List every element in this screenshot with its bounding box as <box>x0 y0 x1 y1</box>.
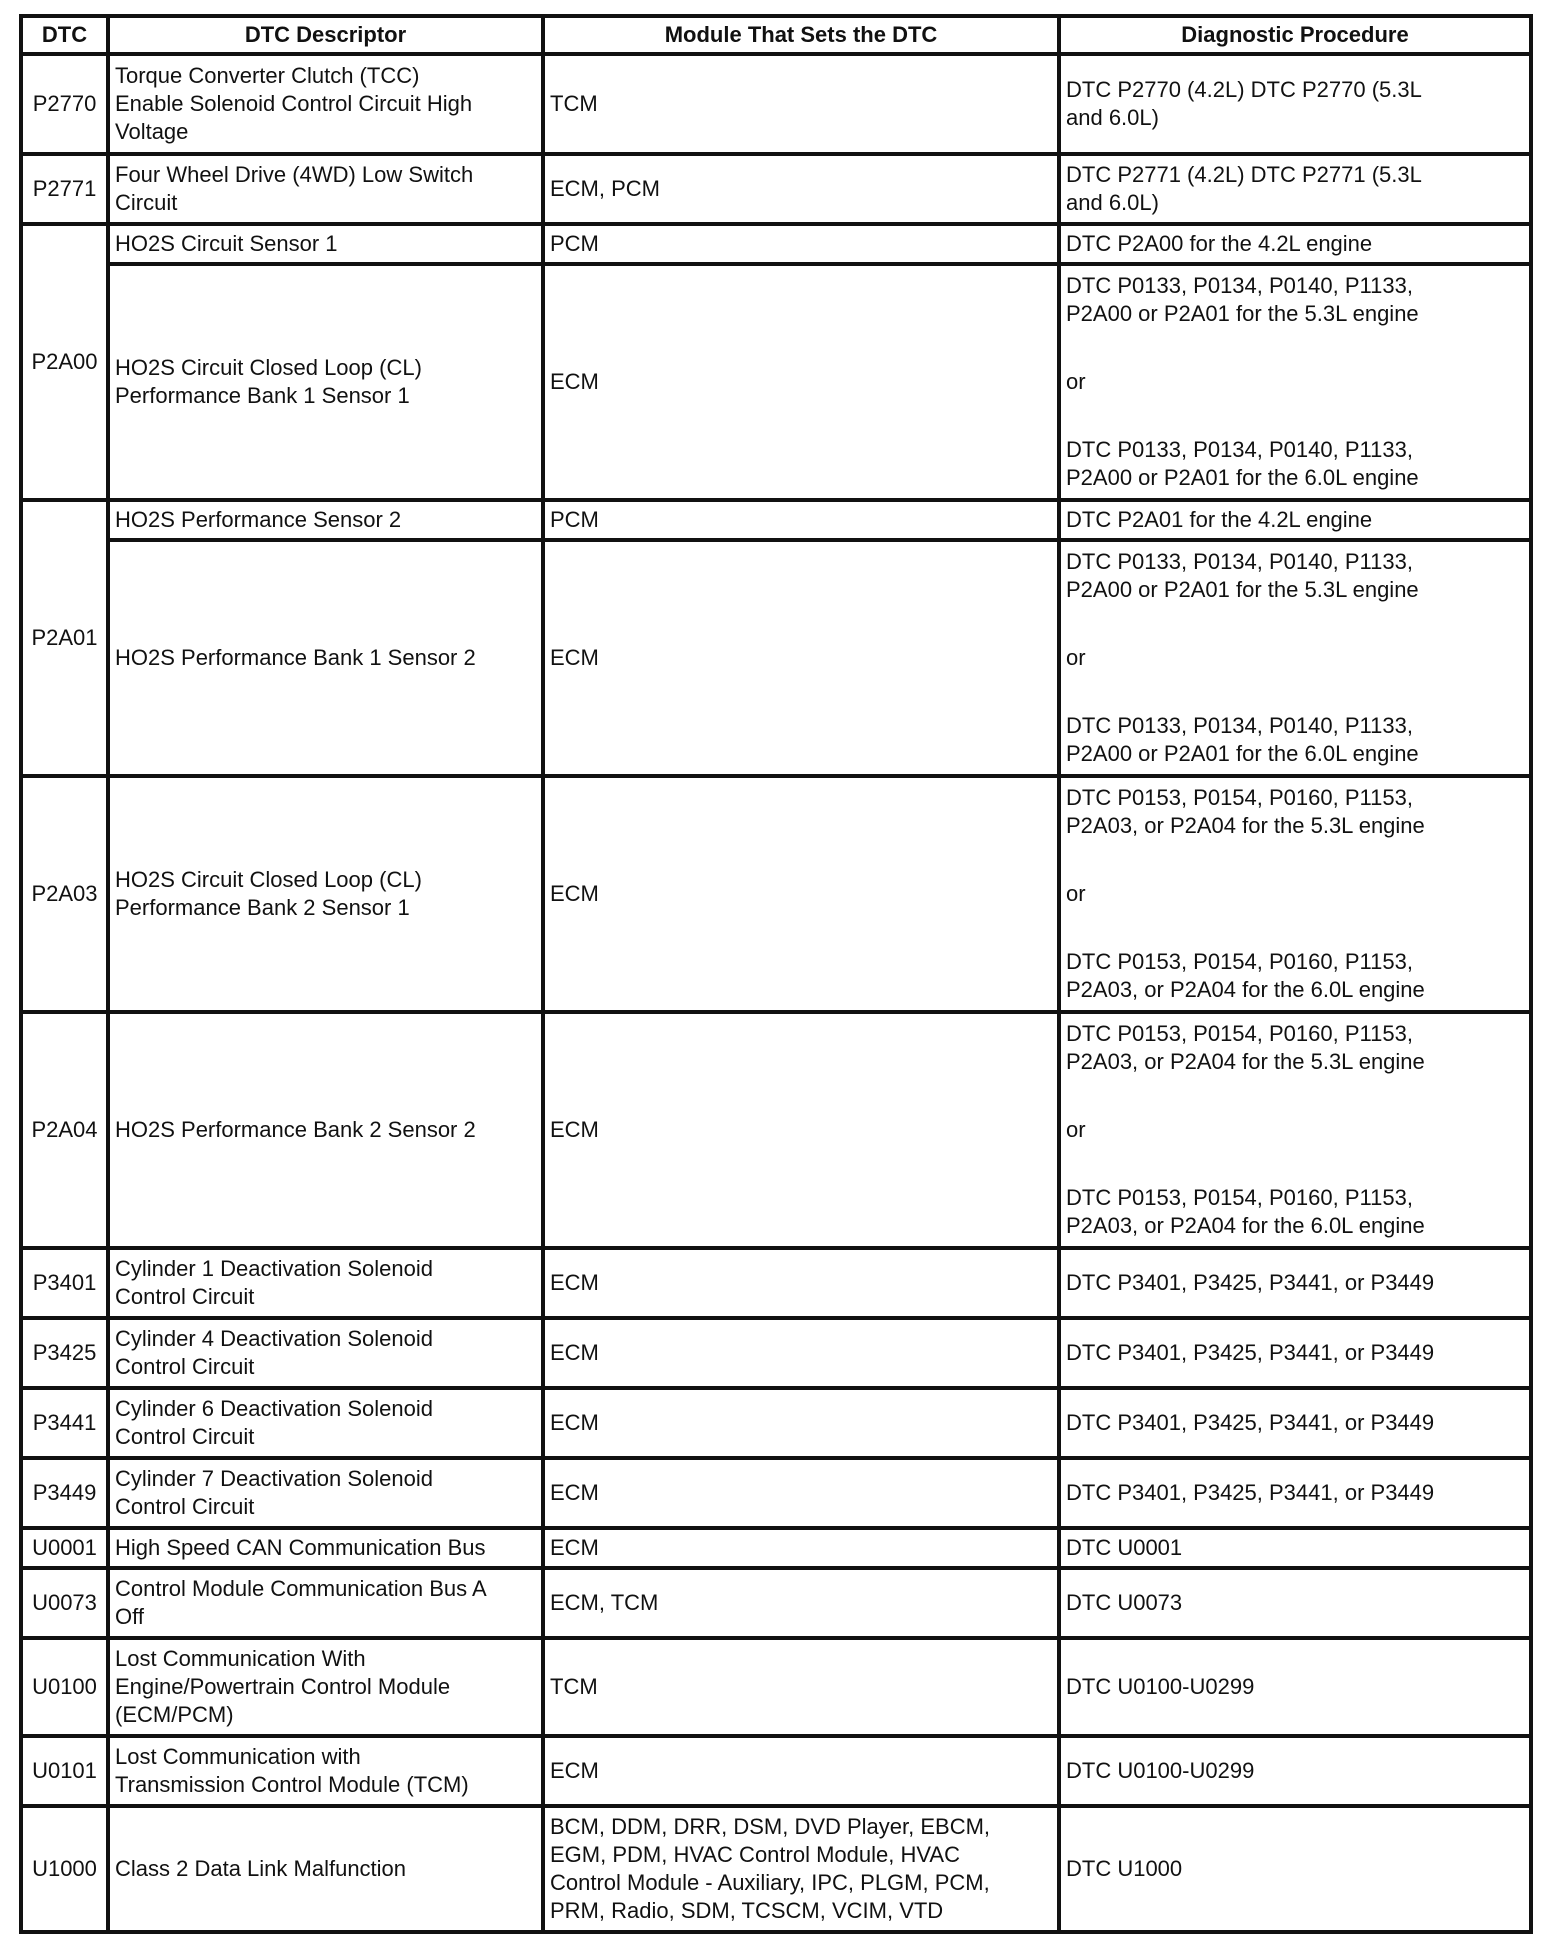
dtc-descriptor: High Speed CAN Communication Bus <box>108 1528 543 1568</box>
dtc-module: PCM <box>543 500 1059 540</box>
dtc-module: ECM <box>543 1248 1059 1318</box>
dtc-code: P2A01 <box>21 500 108 776</box>
dtc-procedure: DTC P0133, P0134, P0140, P1133, P2A00 or P2A01 for the 5.3L engine or DTC P0133, P0134, P0140, P1133, P2A00 or P2A01 for the 6.0L engine <box>1059 540 1531 776</box>
table-row <box>21 1388 1531 1458</box>
dtc-code: U0001 <box>21 1528 108 1568</box>
table-row <box>21 54 1531 154</box>
header-row <box>21 16 1531 54</box>
dtc-descriptor: HO2S Circuit Closed Loop (CL) Performance Bank 2 Sensor 1 <box>108 776 543 1012</box>
dtc-code: P2A00 <box>21 224 108 500</box>
table-row <box>21 224 1531 264</box>
table-row <box>21 500 1531 540</box>
dtc-module: BCM, DDM, DRR, DSM, DVD Player, EBCM, EGM, PDM, HVAC Control Module, HVAC Control Module - Auxiliary, IPC, PLGM, PCM, PRM, Radio, SDM, TCSCM, VCIM, VTD <box>543 1806 1059 1932</box>
dtc-module: TCM <box>543 1638 1059 1736</box>
table-row <box>21 1012 1531 1248</box>
dtc-module: ECM <box>543 1736 1059 1806</box>
table-row <box>21 1248 1531 1318</box>
table-row <box>21 1806 1531 1932</box>
dtc-descriptor: HO2S Performance Sensor 2 <box>108 500 543 540</box>
dtc-procedure: DTC P3401, P3425, P3441, or P3449 <box>1059 1248 1531 1318</box>
dtc-code: P3441 <box>21 1388 108 1458</box>
dtc-descriptor: Torque Converter Clutch (TCC) Enable Solenoid Control Circuit High Voltage <box>108 54 543 154</box>
dtc-procedure: DTC P2771 (4.2L) DTC P2771 (5.3L and 6.0L) <box>1059 154 1531 224</box>
dtc-code: U1000 <box>21 1806 108 1932</box>
table-row <box>21 1568 1531 1638</box>
dtc-module: ECM <box>543 264 1059 500</box>
dtc-code: P3401 <box>21 1248 108 1318</box>
dtc-procedure: DTC P2A00 for the 4.2L engine <box>1059 224 1531 264</box>
dtc-code: P2771 <box>21 154 108 224</box>
dtc-procedure: DTC P2A01 for the 4.2L engine <box>1059 500 1531 540</box>
dtc-code: U0100 <box>21 1638 108 1736</box>
dtc-procedure: DTC U0073 <box>1059 1568 1531 1638</box>
dtc-code: P3425 <box>21 1318 108 1388</box>
dtc-procedure: DTC P0153, P0154, P0160, P1153, P2A03, or P2A04 for the 5.3L engine or DTC P0153, P0154, P0160, P1153, P2A03, or P2A04 for the 6.0L engine <box>1059 776 1531 1012</box>
dtc-module: ECM <box>543 1458 1059 1528</box>
dtc-procedure: DTC U0100-U0299 <box>1059 1736 1531 1806</box>
dtc-module: ECM <box>543 540 1059 776</box>
dtc-descriptor: HO2S Performance Bank 2 Sensor 2 <box>108 1012 543 1248</box>
dtc-code: U0073 <box>21 1568 108 1638</box>
dtc-descriptor: Four Wheel Drive (4WD) Low Switch Circuit <box>108 154 543 224</box>
table-row <box>21 154 1531 224</box>
dtc-module: ECM <box>543 1528 1059 1568</box>
dtc-descriptor: Lost Communication with Transmission Control Module (TCM) <box>108 1736 543 1806</box>
dtc-descriptor: Control Module Communication Bus A Off <box>108 1568 543 1638</box>
dtc-procedure: DTC U1000 <box>1059 1806 1531 1932</box>
dtc-module: PCM <box>543 224 1059 264</box>
dtc-procedure: DTC U0100-U0299 <box>1059 1638 1531 1736</box>
dtc-procedure: DTC P0133, P0134, P0140, P1133, P2A00 or P2A01 for the 5.3L engine or DTC P0133, P0134, P0140, P1133, P2A00 or P2A01 for the 6.0L engine <box>1059 264 1531 500</box>
table-row <box>21 776 1531 1012</box>
col-header-module: Module That Sets the DTC <box>543 16 1059 54</box>
table-row <box>21 1318 1531 1388</box>
dtc-procedure: DTC P3401, P3425, P3441, or P3449 <box>1059 1318 1531 1388</box>
dtc-table <box>19 14 1533 1934</box>
dtc-descriptor: HO2S Circuit Sensor 1 <box>108 224 543 264</box>
dtc-descriptor: Class 2 Data Link Malfunction <box>108 1806 543 1932</box>
dtc-module: ECM, PCM <box>543 154 1059 224</box>
col-header-dtc: DTC <box>21 16 108 54</box>
dtc-descriptor: HO2S Circuit Closed Loop (CL) Performance Bank 1 Sensor 1 <box>108 264 543 500</box>
dtc-module: ECM <box>543 776 1059 1012</box>
table-row <box>21 1736 1531 1806</box>
table-row <box>21 264 1531 500</box>
dtc-descriptor: Lost Communication With Engine/Powertrain Control Module (ECM/PCM) <box>108 1638 543 1736</box>
table-row <box>21 1458 1531 1528</box>
dtc-descriptor: Cylinder 1 Deactivation Solenoid Control Circuit <box>108 1248 543 1318</box>
dtc-module: ECM <box>543 1318 1059 1388</box>
col-header-procedure: Diagnostic Procedure <box>1059 16 1531 54</box>
table-row <box>21 1638 1531 1736</box>
dtc-code: P2A04 <box>21 1012 108 1248</box>
table-row <box>21 1528 1531 1568</box>
dtc-procedure: DTC P0153, P0154, P0160, P1153, P2A03, or P2A04 for the 5.3L engine or DTC P0153, P0154, P0160, P1153, P2A03, or P2A04 for the 6.0L engine <box>1059 1012 1531 1248</box>
dtc-module: ECM <box>543 1012 1059 1248</box>
dtc-descriptor: Cylinder 4 Deactivation Solenoid Control Circuit <box>108 1318 543 1388</box>
dtc-document <box>19 14 1529 1934</box>
col-header-descriptor: DTC Descriptor <box>108 16 543 54</box>
dtc-descriptor: Cylinder 6 Deactivation Solenoid Control Circuit <box>108 1388 543 1458</box>
dtc-procedure: DTC P2770 (4.2L) DTC P2770 (5.3L and 6.0L) <box>1059 54 1531 154</box>
dtc-code: P2770 <box>21 54 108 154</box>
dtc-code: P2A03 <box>21 776 108 1012</box>
table-row <box>21 540 1531 776</box>
dtc-code: P3449 <box>21 1458 108 1528</box>
dtc-procedure: DTC P3401, P3425, P3441, or P3449 <box>1059 1458 1531 1528</box>
dtc-module: ECM, TCM <box>543 1568 1059 1638</box>
dtc-procedure: DTC U0001 <box>1059 1528 1531 1568</box>
dtc-descriptor: Cylinder 7 Deactivation Solenoid Control Circuit <box>108 1458 543 1528</box>
dtc-module: ECM <box>543 1388 1059 1458</box>
dtc-module: TCM <box>543 54 1059 154</box>
dtc-code: U0101 <box>21 1736 108 1806</box>
dtc-descriptor: HO2S Performance Bank 1 Sensor 2 <box>108 540 543 776</box>
dtc-procedure: DTC P3401, P3425, P3441, or P3449 <box>1059 1388 1531 1458</box>
